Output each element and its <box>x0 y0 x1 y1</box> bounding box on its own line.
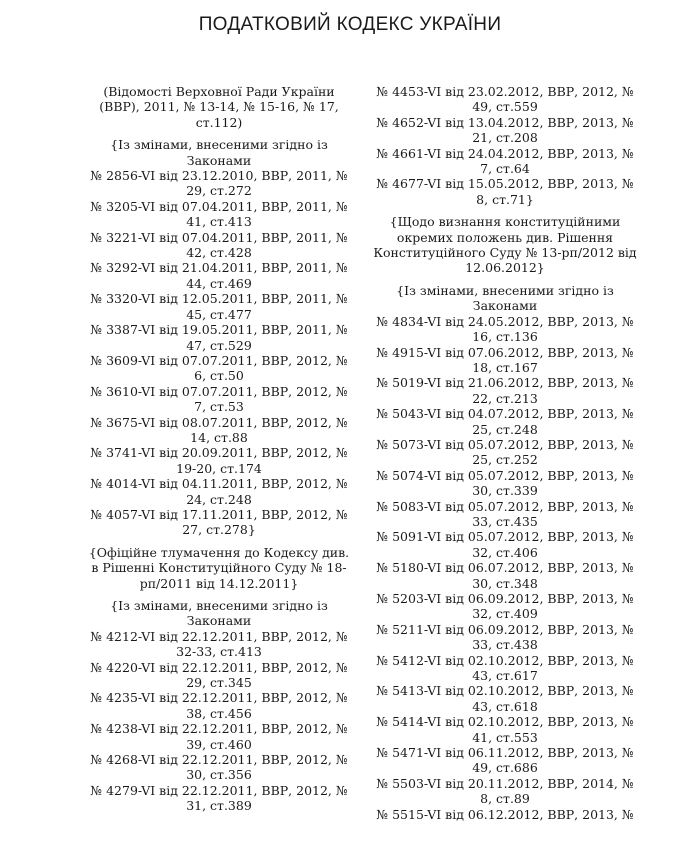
amendment-entry: № 3292-VI від 21.04.2011, ВВР, 2011, № 44, ст.469 <box>90 260 348 291</box>
amendment-entry: № 4677-VI від 15.05.2012, ВВР, 2013, № 8, ст.71} <box>376 176 634 207</box>
amendment-entry: № 5180-VI від 06.07.2012, ВВР, 2013, № 30, ст.348 <box>376 560 634 591</box>
amendment-entry: № 4661-VI від 24.04.2012, ВВР, 2013, № 7, ст.64 <box>376 145 634 177</box>
amendment-entry: № 5091-VI від 05.07.2012, ВВР, 2013, № 32, ст.406 <box>376 529 634 560</box>
amendment-entry: № 4014-VI від 04.11.2011, ВВР, 2012, № 24, ст.248 <box>90 476 348 507</box>
amendment-entry: № 4652-VI від 13.04.2012, ВВР, 2013, № 21, ст.208 <box>376 114 634 146</box>
page-title: ПОДАТКОВИЙ КОДЕКС УКРАЇНИ <box>198 14 502 35</box>
amendment-entry: № 3205-VI від 07.04.2011, ВВР, 2011, № 41, ст.413 <box>90 198 348 230</box>
text-block <box>372 214 638 276</box>
amendment-entry: № 5471-VI від 06.11.2012, ВВР, 2013, № 49, ст.686 <box>376 745 634 776</box>
text-block <box>88 137 350 538</box>
amendment-entry: (Відомості Верховної Ради України (ВВР), 2011, № 13-14, № 15-16, № 17, ст.112) <box>99 84 339 130</box>
amendment-entry: № 5413-VI від 02.10.2012, ВВР, 2013, № 43, ст.618 <box>376 683 634 714</box>
amendment-entry: № 4235-VI від 22.12.2011, ВВР, 2012, № 38, ст.456 <box>90 690 348 721</box>
amendment-entry: № 5515-VI від 06.12.2012, ВВР, 2013, № <box>376 806 634 822</box>
amendment-entry: № 5073-VI від 05.07.2012, ВВР, 2013, № 25, ст.252 <box>376 436 634 468</box>
amendment-entry: № 4453-VI від 23.02.2012, ВВР, 2012, № 49, ст.559 <box>376 84 634 115</box>
amendment-entry: № 4212-VI від 22.12.2011, ВВР, 2012, № 32-33, ст.413 <box>90 628 348 660</box>
text-block <box>372 84 638 207</box>
amendment-entry: № 5043-VI від 04.07.2012, ВВР, 2013, № 25, ст.248 <box>376 406 634 437</box>
text-block <box>372 283 638 822</box>
amendment-entry: № 3741-VI від 20.09.2011, ВВР, 2012, № 19-20, ст.174 <box>90 445 348 476</box>
amendment-entry: {Із змінами, внесеними згідно із Законами <box>396 282 614 314</box>
left-column <box>88 84 350 821</box>
amendment-entry: № 5203-VI від 06.09.2012, ВВР, 2013, № 32, ст.409 <box>376 591 634 622</box>
text-block <box>88 598 350 814</box>
amendment-entry: № 2856-VI від 23.12.2010, ВВР, 2011, № 29, ст.272 <box>90 168 348 199</box>
amendment-entry: {Щодо визнання конституційними окремих положень див. Рішення Конституційного Суду № 13-рп/2012 від 12.06.2012} <box>373 214 637 276</box>
amendment-entry: {Із змінами, внесеними згідно із Законами <box>110 137 328 168</box>
amendment-entry: № 5503-VI від 20.11.2012, ВВР, 2014, № 8, ст.89 <box>376 775 634 807</box>
amendment-entry: № 4279-VI від 22.12.2011, ВВР, 2012, № 31, ст.389 <box>90 782 348 814</box>
right-column <box>372 84 638 829</box>
amendment-entry: № 4834-VI від 24.05.2012, ВВР, 2013, № 16, ст.136 <box>376 313 634 345</box>
amendment-entry: № 3320-VI від 12.05.2011, ВВР, 2011, № 45, ст.477 <box>90 291 348 322</box>
amendment-entry: № 3609-VI від 07.07.2011, ВВР, 2012, № 6, ст.50 <box>90 352 348 384</box>
amendment-entry: № 5211-VI від 06.09.2012, ВВР, 2013, № 33, ст.438 <box>376 621 634 653</box>
amendment-entry: № 5074-VI від 05.07.2012, ВВР, 2013, № 30, ст.339 <box>376 467 634 499</box>
amendment-entry: {Офіційне тлумачення до Кодексу див. в Рішенні Конституційного Суду № 18-рп/2011 від 14.12.2011} <box>88 544 350 591</box>
amendment-entry: № 4915-VI від 07.06.2012, ВВР, 2013, № 18, ст.167 <box>376 344 634 375</box>
text-block <box>88 84 350 130</box>
amendment-entry: № 3675-VI від 08.07.2011, ВВР, 2012, № 14, ст.88 <box>90 414 348 445</box>
amendment-entry: № 4268-VI від 22.12.2011, ВВР, 2012, № 30, ст.356 <box>90 752 348 783</box>
amendment-entry: № 4238-VI від 22.12.2011, ВВР, 2012, № 39, ст.460 <box>90 721 348 752</box>
amendment-entry: № 3387-VI від 19.05.2011, ВВР, 2011, № 47, ст.529 <box>90 322 348 353</box>
text-block <box>88 545 350 591</box>
amendment-entry: № 3610-VI від 07.07.2011, ВВР, 2012, № 7, ст.53 <box>90 383 348 415</box>
amendment-entry: № 5414-VI від 02.10.2012, ВВР, 2013, № 41, ст.553 <box>376 714 634 745</box>
amendment-entry: № 4220-VI від 22.12.2011, ВВР, 2012, № 29, ст.345 <box>90 659 348 691</box>
amendment-entry: № 5083-VI від 05.07.2012, ВВР, 2013, № 33, ст.435 <box>376 498 634 529</box>
amendment-entry: № 5019-VI від 21.06.2012, ВВР, 2013, № 22, ст.213 <box>376 375 634 406</box>
amendment-entry: {Із змінами, внесеними згідно із Законами <box>110 598 328 629</box>
amendment-entry: № 3221-VI від 07.04.2011, ВВР, 2011, № 42, ст.428 <box>90 229 348 261</box>
amendment-entry: № 4057-VI від 17.11.2011, ВВР, 2012, № 27, ст.278} <box>90 506 348 538</box>
amendment-entry: № 5412-VI від 02.10.2012, ВВР, 2013, № 43, ст.617 <box>376 652 634 684</box>
